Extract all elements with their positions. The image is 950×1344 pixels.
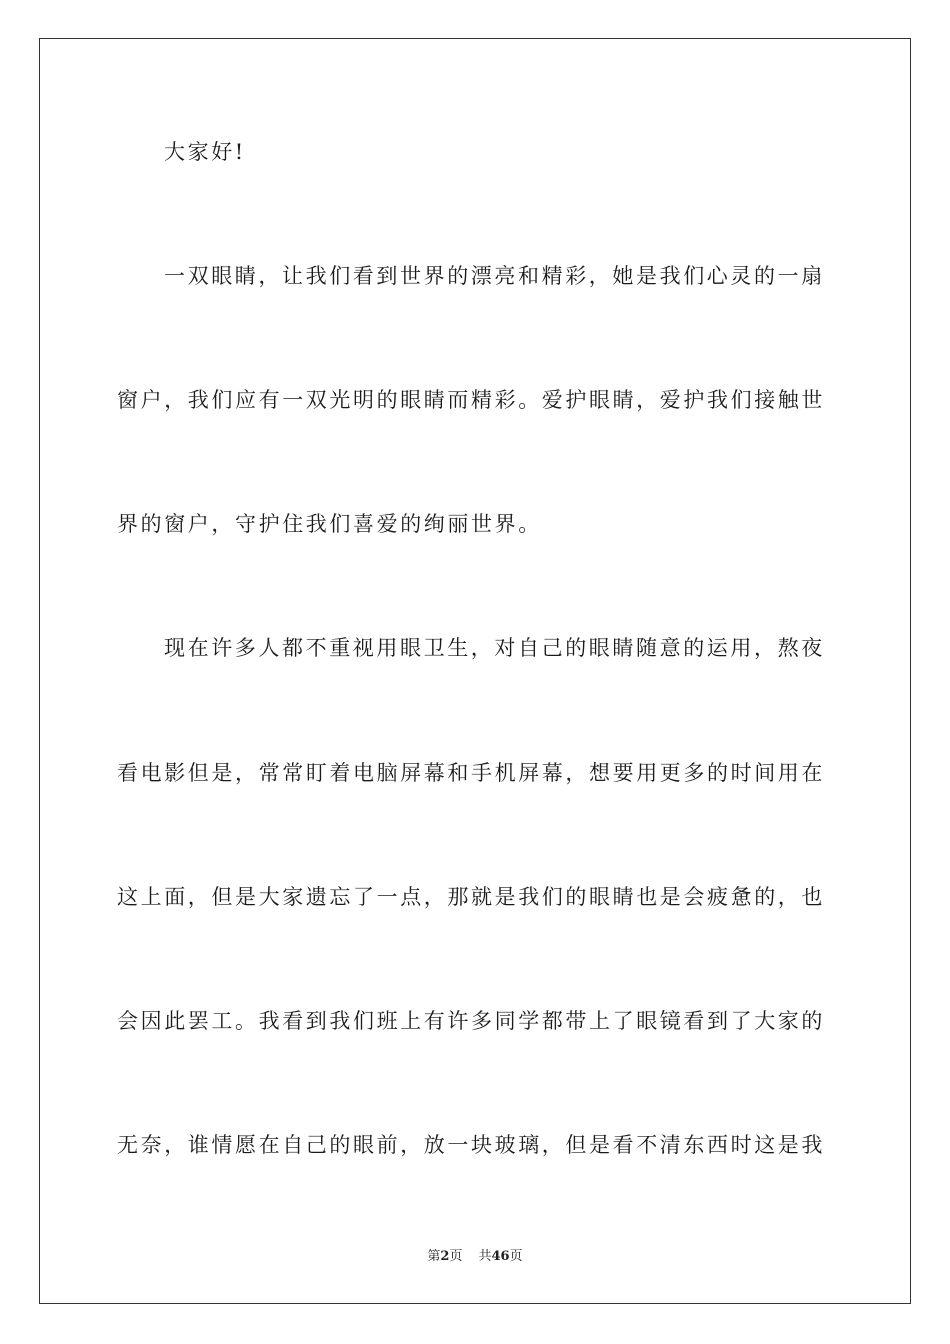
paragraph-line: 无奈，谁情愿在自己的眼前，放一块玻璃，但是看不清东西时这是我	[117, 1133, 825, 1157]
page-number: 2	[440, 1249, 450, 1264]
paragraph-line: 这上面，但是大家遗忘了一点，那就是我们的眼睛也是会疲惫的，也	[117, 885, 825, 909]
total-prefix: 共	[478, 1249, 492, 1264]
paragraph-line: 现在许多人都不重视用眼卫生，对自己的眼睛随意的运用，熬夜	[164, 636, 825, 660]
total-pages: 46	[491, 1249, 510, 1264]
total-suffix: 页	[509, 1249, 523, 1264]
greeting-line: 大家好!	[164, 140, 246, 164]
paragraph-line: 会因此罢工。我看到我们班上有许多同学都带上了眼镜看到了大家的	[117, 1009, 825, 1033]
paragraph-line: 窗户，我们应有一双光明的眼睛而精彩。爱护眼睛，爱护我们接触世	[117, 388, 825, 412]
page-suffix: 页	[449, 1249, 463, 1264]
page-border	[39, 38, 911, 1304]
paragraph-line: 界的窗户，守护住我们喜爱的绚丽世界。	[117, 512, 542, 536]
page-footer	[0, 1248, 950, 1266]
paragraph-line: 一双眼睛，让我们看到世界的漂亮和精彩，她是我们心灵的一扇	[164, 264, 825, 288]
page-prefix: 第	[427, 1249, 441, 1264]
paragraph-line: 看电影但是，常常盯着电脑屏幕和手机屏幕，想要用更多的时间用在	[117, 761, 825, 785]
